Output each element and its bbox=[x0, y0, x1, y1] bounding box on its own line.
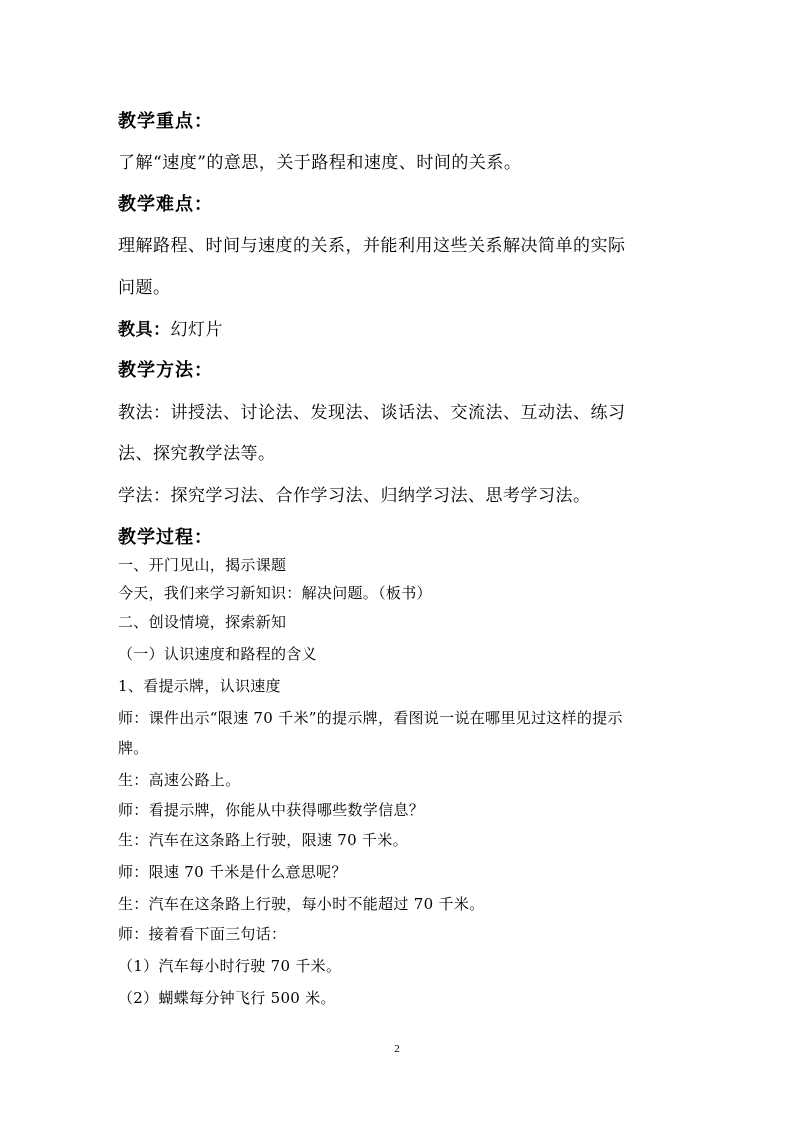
process-heading: 教学过程： bbox=[118, 527, 213, 548]
teacher-line-3: 师：限速 70 千米是什么意思呢？ bbox=[118, 863, 347, 881]
teaching-methods-line-2: 法、探究教学法等。 bbox=[118, 444, 276, 464]
difficulty-heading: 教学难点： bbox=[118, 194, 213, 215]
teaching-methods-line-1: 教法：讲授法、讨论法、发现法、谈话法、交流法、互动法、练习 bbox=[118, 403, 626, 423]
key-points-heading: 教学重点： bbox=[118, 111, 213, 132]
learning-methods: 学法：探究学习法、合作学习法、归纳学习法、思考学习法。 bbox=[118, 486, 591, 506]
question-1: （1）汽车每小时行驶 70 千米。 bbox=[118, 957, 342, 975]
process-sub-1: （一）认识速度和路程的含义 bbox=[118, 645, 317, 663]
page-number: 2 bbox=[394, 1043, 400, 1055]
methods-heading: 教学方法： bbox=[118, 360, 213, 381]
student-line-1: 生：高速公路上。 bbox=[118, 771, 241, 789]
tools-label: 教具： bbox=[118, 320, 171, 340]
student-line-2: 生：汽车在这条路上行驶，限速 70 千米。 bbox=[118, 831, 408, 849]
process-step-1-text: 今天，我们来学习新知识：解决问题。（板书） bbox=[118, 584, 432, 602]
tools-line bbox=[118, 315, 223, 340]
student-line-3: 生：汽车在这条路上行驶，每小时不能超过 70 千米。 bbox=[118, 895, 485, 913]
key-points-text: 了解“速度”的意思，关于路程和速度、时间的关系。 bbox=[118, 153, 522, 173]
teacher-line-4: 师：接着看下面三句话： bbox=[118, 925, 287, 943]
process-item-1: 1、看提示牌，认识速度 bbox=[118, 677, 281, 695]
process-step-2: 二、创设情境，探索新知 bbox=[118, 613, 287, 631]
teacher-line-2: 师：看提示牌，你能从中获得哪些数学信息？ bbox=[118, 801, 425, 819]
process-step-1: 一、开门见山，揭示课题 bbox=[118, 556, 287, 574]
question-2: （2）蝴蝶每分钟飞行 500 米。 bbox=[118, 989, 336, 1007]
difficulty-text-line-1: 理解路程、时间与速度的关系，并能利用这些关系解决简单的实际 bbox=[118, 236, 626, 256]
teacher-line-1a: 师：课件出示“限速 70 千米”的提示牌，看图说一说在哪里见过这样的提示 bbox=[118, 709, 623, 727]
difficulty-text-line-2: 问题。 bbox=[118, 278, 171, 298]
tools-value: 幻灯片 bbox=[170, 320, 223, 340]
teacher-line-1b: 牌。 bbox=[118, 739, 149, 757]
